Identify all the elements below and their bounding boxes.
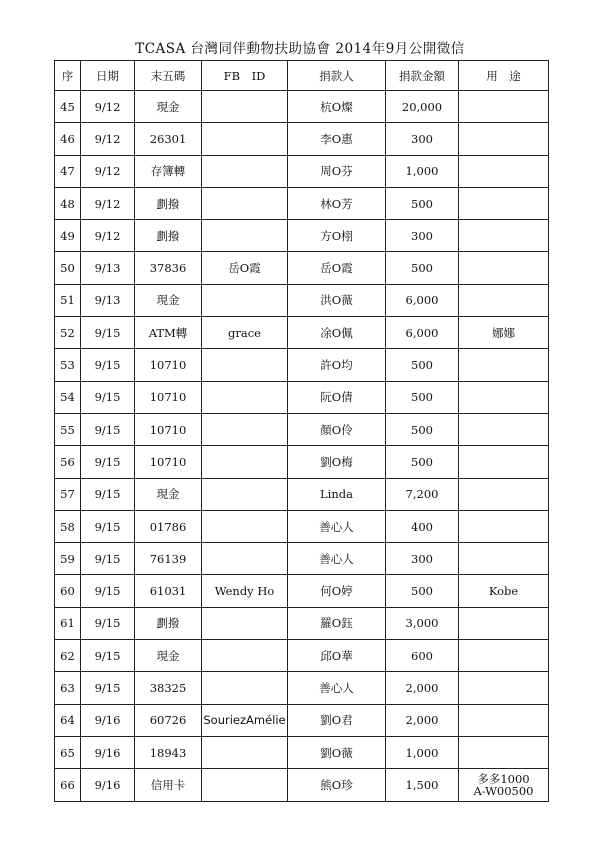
cell-amount: 6,000 <box>386 284 459 316</box>
cell-code: 10710 <box>135 446 202 478</box>
cell-date: 9/15 <box>81 317 135 349</box>
cell-code: 劃撥 <box>135 220 202 252</box>
cell-date: 9/15 <box>81 575 135 607</box>
cell-amount: 500 <box>386 575 459 607</box>
cell-amount: 1,000 <box>386 155 459 187</box>
cell-code: ATM轉 <box>135 317 202 349</box>
cell-purpose <box>459 672 549 704</box>
cell-fb-id <box>202 543 288 575</box>
cell-date: 9/15 <box>81 478 135 510</box>
cell-date: 9/15 <box>81 446 135 478</box>
cell-fb-id: Wendy Ho <box>202 575 288 607</box>
cell-donor: 阮O倩 <box>288 381 386 413</box>
page-title: TCASA 台灣同伴動物扶助協會 2014年9月公開徵信 <box>135 41 465 57</box>
cell-amount: 500 <box>386 446 459 478</box>
cell-amount: 500 <box>386 349 459 381</box>
header-donor: 捐款人 <box>288 61 386 91</box>
cell-date: 9/15 <box>81 607 135 639</box>
cell-code: 60726 <box>135 704 202 736</box>
cell-fb-id <box>202 478 288 510</box>
cell-purpose <box>459 252 549 284</box>
cell-purpose <box>459 704 549 736</box>
cell-purpose <box>459 349 549 381</box>
cell-no: 60 <box>55 575 81 607</box>
cell-date: 9/16 <box>81 704 135 736</box>
cell-no: 48 <box>55 187 81 219</box>
cell-amount: 2,000 <box>386 672 459 704</box>
cell-fb-id <box>202 607 288 639</box>
cell-code: 現金 <box>135 284 202 316</box>
table-row <box>55 252 549 284</box>
cell-code: 存簿轉 <box>135 155 202 187</box>
cell-code: 26301 <box>135 123 202 155</box>
cell-donor: 劉O君 <box>288 704 386 736</box>
cell-no: 58 <box>55 510 81 542</box>
cell-purpose <box>459 220 549 252</box>
cell-fb-id <box>202 769 288 801</box>
cell-amount: 1,000 <box>386 736 459 768</box>
donation-table <box>54 60 549 802</box>
cell-code: 10710 <box>135 349 202 381</box>
cell-no: 57 <box>55 478 81 510</box>
cell-amount: 300 <box>386 543 459 575</box>
cell-purpose <box>459 187 549 219</box>
cell-date: 9/15 <box>81 510 135 542</box>
cell-no: 63 <box>55 672 81 704</box>
cell-purpose <box>459 640 549 672</box>
cell-amount: 300 <box>386 123 459 155</box>
table-row <box>55 91 549 123</box>
cell-donor: 洪O薇 <box>288 284 386 316</box>
cell-fb-id <box>202 349 288 381</box>
cell-code: 10710 <box>135 413 202 445</box>
table-row <box>55 284 549 316</box>
cell-no: 66 <box>55 769 81 801</box>
cell-fb-id <box>202 413 288 445</box>
cell-donor: 善心人 <box>288 543 386 575</box>
header-date: 日期 <box>81 61 135 91</box>
table-row <box>55 510 549 542</box>
cell-no: 45 <box>55 91 81 123</box>
cell-amount: 400 <box>386 510 459 542</box>
header-code: 末五碼 <box>135 61 202 91</box>
cell-date: 9/12 <box>81 187 135 219</box>
cell-no: 59 <box>55 543 81 575</box>
cell-amount: 1,500 <box>386 769 459 801</box>
cell-date: 9/13 <box>81 284 135 316</box>
cell-code: 18943 <box>135 736 202 768</box>
cell-code: 現金 <box>135 478 202 510</box>
cell-code: 現金 <box>135 640 202 672</box>
table-row <box>55 123 549 155</box>
cell-no: 61 <box>55 607 81 639</box>
cell-donor: 杭O燦 <box>288 91 386 123</box>
table-row <box>55 672 549 704</box>
cell-no: 64 <box>55 704 81 736</box>
table-row <box>55 607 549 639</box>
table-row <box>55 155 549 187</box>
cell-amount: 600 <box>386 640 459 672</box>
table-row <box>55 704 549 736</box>
cell-donor: 凃O佩 <box>288 317 386 349</box>
cell-code: 01786 <box>135 510 202 542</box>
cell-no: 47 <box>55 155 81 187</box>
cell-fb-id <box>202 672 288 704</box>
cell-purpose <box>459 155 549 187</box>
cell-fb-id <box>202 381 288 413</box>
table-row <box>55 769 549 801</box>
cell-amount: 6,000 <box>386 317 459 349</box>
cell-amount: 500 <box>386 187 459 219</box>
cell-no: 53 <box>55 349 81 381</box>
cell-donor: 李O惠 <box>288 123 386 155</box>
cell-fb-id <box>202 123 288 155</box>
cell-donor: Linda <box>288 478 386 510</box>
cell-code: 現金 <box>135 91 202 123</box>
cell-amount: 500 <box>386 252 459 284</box>
cell-date: 9/12 <box>81 155 135 187</box>
cell-fb-id <box>202 736 288 768</box>
cell-amount: 7,200 <box>386 478 459 510</box>
cell-code: 10710 <box>135 381 202 413</box>
table-row <box>55 381 549 413</box>
cell-date: 9/13 <box>81 252 135 284</box>
cell-purpose <box>459 736 549 768</box>
cell-code: 信用卡 <box>135 769 202 801</box>
table-row <box>55 736 549 768</box>
cell-donor: 方O栩 <box>288 220 386 252</box>
table-row <box>55 478 549 510</box>
cell-donor: 周O芬 <box>288 155 386 187</box>
cell-no: 54 <box>55 381 81 413</box>
cell-purpose <box>459 413 549 445</box>
table-row <box>55 543 549 575</box>
cell-code: 劃撥 <box>135 607 202 639</box>
cell-fb-id: 岳O霞 <box>202 252 288 284</box>
table-row <box>55 317 549 349</box>
cell-date: 9/16 <box>81 769 135 801</box>
table-row <box>55 640 549 672</box>
cell-fb-id <box>202 220 288 252</box>
cell-date: 9/12 <box>81 123 135 155</box>
cell-no: 62 <box>55 640 81 672</box>
cell-purpose <box>459 123 549 155</box>
cell-purpose <box>459 543 549 575</box>
cell-donor: 羅O鈺 <box>288 607 386 639</box>
cell-no: 46 <box>55 123 81 155</box>
cell-fb-id <box>202 155 288 187</box>
cell-donor: 善心人 <box>288 510 386 542</box>
header-fb-id: FB ID <box>202 61 288 91</box>
cell-amount: 300 <box>386 220 459 252</box>
purpose-line: A-W00500 <box>473 783 534 798</box>
cell-date: 9/12 <box>81 91 135 123</box>
cell-amount: 3,000 <box>386 607 459 639</box>
cell-no: 50 <box>55 252 81 284</box>
cell-donor: 劉O梅 <box>288 446 386 478</box>
cell-no: 49 <box>55 220 81 252</box>
cell-purpose <box>459 317 549 349</box>
table-row <box>55 349 549 381</box>
cell-amount: 500 <box>386 413 459 445</box>
cell-donor: 何O婷 <box>288 575 386 607</box>
cell-donor: 熊O珍 <box>288 769 386 801</box>
table-row <box>55 187 549 219</box>
cell-no: 56 <box>55 446 81 478</box>
cell-donor: 邱O華 <box>288 640 386 672</box>
cell-date: 9/15 <box>81 413 135 445</box>
cell-date: 9/15 <box>81 640 135 672</box>
table-row <box>55 220 549 252</box>
cell-purpose <box>459 478 549 510</box>
table-row <box>55 446 549 478</box>
cell-date: 9/15 <box>81 672 135 704</box>
cell-amount: 2,000 <box>386 704 459 736</box>
cell-no: 52 <box>55 317 81 349</box>
header-no: 序 <box>55 61 81 91</box>
cell-date: 9/15 <box>81 349 135 381</box>
cell-date: 9/15 <box>81 381 135 413</box>
cell-purpose <box>459 284 549 316</box>
cell-donor: 林O芳 <box>288 187 386 219</box>
cell-purpose <box>459 91 549 123</box>
cell-purpose <box>459 607 549 639</box>
cell-donor: 岳O霞 <box>288 252 386 284</box>
cell-no: 65 <box>55 736 81 768</box>
cell-code: 37836 <box>135 252 202 284</box>
cell-amount: 20,000 <box>386 91 459 123</box>
purpose-line: 娜娜 <box>492 325 515 340</box>
header-purpose: 用 途 <box>459 61 549 91</box>
cell-date: 9/15 <box>81 543 135 575</box>
cell-fb-id <box>202 91 288 123</box>
cell-fb-id <box>202 446 288 478</box>
purpose-line: Kobe <box>488 584 519 599</box>
cell-code: 38325 <box>135 672 202 704</box>
table-body <box>55 91 549 802</box>
cell-fb-id: grace <box>202 317 288 349</box>
purpose-line: 多多1000 <box>477 771 530 786</box>
cell-purpose <box>459 381 549 413</box>
cell-fb-id <box>202 510 288 542</box>
cell-donor: 善心人 <box>288 672 386 704</box>
cell-donor: 顏O伶 <box>288 413 386 445</box>
cell-donor: 劉O薇 <box>288 736 386 768</box>
cell-date: 9/16 <box>81 736 135 768</box>
cell-purpose <box>459 575 549 607</box>
table-row <box>55 575 549 607</box>
cell-code: 76139 <box>135 543 202 575</box>
cell-purpose <box>459 510 549 542</box>
cell-fb-id <box>202 187 288 219</box>
cell-fb-id <box>202 640 288 672</box>
cell-fb-id: SouriezAmélie <box>202 704 288 736</box>
cell-amount: 500 <box>386 381 459 413</box>
cell-no: 55 <box>55 413 81 445</box>
cell-code: 61031 <box>135 575 202 607</box>
cell-code: 劃撥 <box>135 187 202 219</box>
cell-date: 9/12 <box>81 220 135 252</box>
cell-donor: 許O均 <box>288 349 386 381</box>
cell-purpose <box>459 446 549 478</box>
cell-no: 51 <box>55 284 81 316</box>
cell-fb-id <box>202 284 288 316</box>
table-row <box>55 413 549 445</box>
table-header-row <box>55 61 549 91</box>
header-amount: 捐款金額 <box>386 61 459 91</box>
cell-purpose <box>459 769 549 801</box>
